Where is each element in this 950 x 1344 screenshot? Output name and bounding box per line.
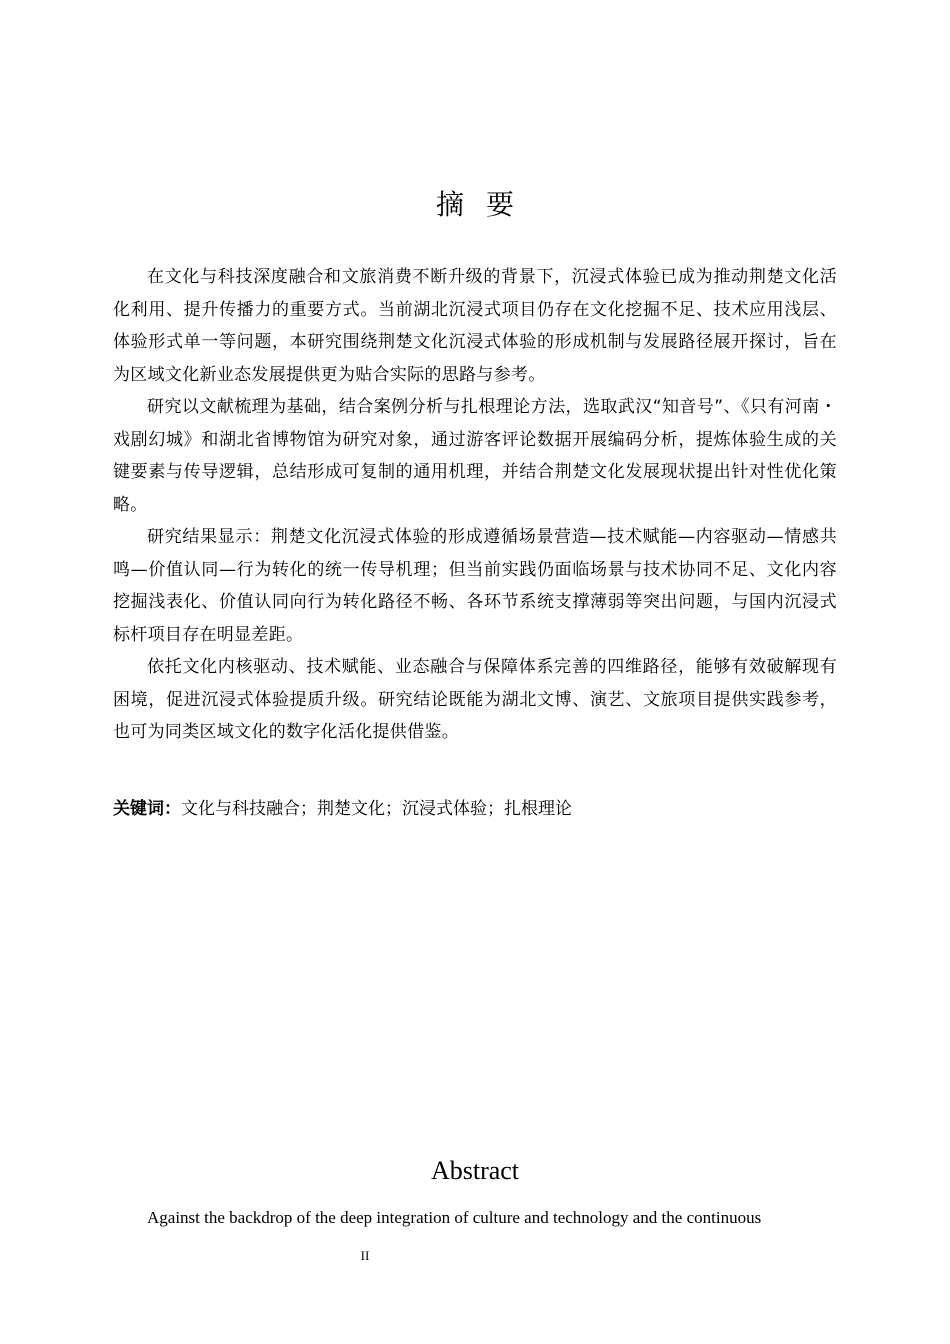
keywords-line — [113, 793, 837, 825]
keywords-list: 文化与科技融合；荆楚文化；沉浸式体验；扎根理论 — [181, 799, 572, 819]
keywords-label: 关键词： — [113, 799, 181, 819]
abstract-paragraph-1: 在文化与科技深度融合和文旅消费不断升级的背景下，沉浸式体验已成为推动荆楚文化活化利用、提升传播力的重要方式。当前湖北沉浸式项目仍存在文化挖掘不足、技术应用浅层、体验形式单一等问题，本研究围绕荆楚文化沉浸式体验的形成机制与发展路径展开探讨，旨在为区域文化新业态发展提供更为贴合实际的思路与参考。 — [113, 267, 837, 385]
abstract-paragraph-2: 研究以文献梳理为基础，结合案例分析与扎根理论方法，选取武汉“知音号”、《只有河南・戏剧幻城》和湖北省博物馆为研究对象，通过游客评论数据开展编码分析，提炼体验生成的关键要素与传导逻辑，总结形成可复制的通用机理，并结合荆楚文化发展现状提出针对性优化策略。 — [113, 397, 837, 515]
abstract-paragraph-4: 依托文化内核驱动、技术赋能、业态融合与保障体系完善的四维路径，能够有效破解现有困境，促进沉浸式体验提质升级。研究结论既能为湖北文博、演艺、文旅项目提供实践参考，也可为同类区域文化的数字化活化提供借鉴。 — [113, 657, 837, 742]
english-abstract-title: Abstract — [430, 1156, 520, 1185]
chinese-abstract-title: 摘要 — [435, 188, 536, 221]
chinese-abstract-body — [113, 261, 837, 749]
page-number: II — [360, 1248, 370, 1263]
english-abstract-first-line: Against the backdrop of the deep integration of culture and technology and the continuous — [147, 1208, 762, 1227]
abstract-paragraph-3: 研究结果显示：荆楚文化沉浸式体验的形成遵循场景营造—技术赋能—内容驱动—情感共鸣—价值认同—行为转化的统一传导机理；但当前实践仍面临场景与技术协同不足、文化内容挖掘浅表化、价值认同向行为转化路径不畅、各环节系统支撑薄弱等突出问题，与国内沉浸式标杆项目存在明显差距。 — [113, 527, 837, 645]
